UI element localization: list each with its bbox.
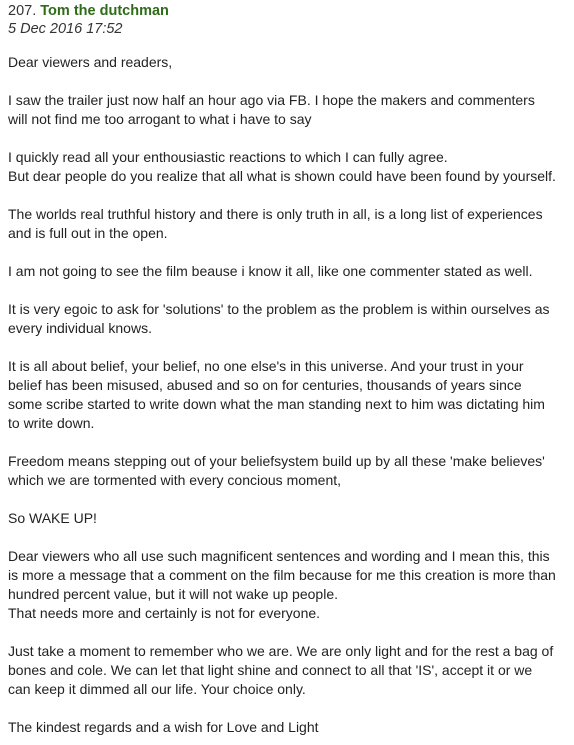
comment-paragraph [8,718,568,737]
comment-header [8,2,568,20]
comment-paragraph [8,300,568,338]
comment-text-line: will not find me too arrogant to what i have to say [8,111,312,127]
comment-text-line: belief has been misused, abused and so on for centuries, thousands of years since [8,377,522,393]
comment-text-line: The kindest regards and a wish for Love and Light [8,719,319,735]
comment-paragraph [8,547,568,623]
comment-text-line: can keep it dimmed all our life. Your choice only. [8,681,306,697]
comment-text-line: That needs more and certainly is not for everyone. [8,605,321,621]
comment-paragraph [8,452,568,490]
comment-date: 5 Dec 2016 17:52 [8,21,123,37]
comment-text-line: Freedom means stepping out of your beliefsystem build up by all these 'make believes' [8,453,545,469]
comment-paragraph [8,53,568,72]
comment-paragraph [8,91,568,129]
comment-text-line: But dear people do you realize that all what is shown could have been found by yourself. [8,168,556,184]
comment-text-line: bones and cole. We can let that light shine and connect to all that 'IS', accept it or we [8,662,533,678]
comment-text-line: hundred percent value, but it will not wake up people. [8,586,338,602]
comment-number: 207. [8,3,37,19]
comment-paragraph [8,509,568,528]
comment-paragraph [8,262,568,281]
comment-text-line: It is all about belief, your belief, no one else's in this universe. And your trust in your [8,358,524,374]
comment-text-line: I quickly read all your enthousiastic reactions to which I can fully agree. [8,149,448,165]
comment-text-line: The worlds real truthful history and there is only truth in all, is a long list of experiences [8,206,543,222]
comment-text-line: So WAKE UP! [8,510,97,526]
comment-text-line: Just take a moment to remember who we are. We are only light and for the rest a bag of [8,643,554,659]
comment-text-line: to write down. [8,415,95,431]
comment-author-link[interactable]: Tom the dutchman [40,3,169,19]
comment-text-line: It is very egoic to ask for 'solutions' to the problem as the problem is within ourselves as [8,301,550,317]
comment-text-line: Dear viewers who all use such magnificent sentences and wording and I mean this, this [8,548,550,564]
comment-text-line: which we are tormented with every concious moment, [8,472,342,488]
comment-paragraph [8,642,568,699]
comment-text-line: I am not going to see the film beause i know it all, like one commenter stated as well. [8,263,533,279]
comment-text-line: I saw the trailer just now half an hour ago via FB. I hope the makers and commenters [8,92,535,108]
comment-text-line: Dear viewers and readers, [8,54,173,70]
comment-paragraph [8,148,568,186]
comment-text-line: and is full out in the open. [8,225,168,241]
comment-text-line: is more a message that a comment on the film because for me this creation is more than [8,567,556,583]
comment-body [8,53,568,737]
comment-paragraph [8,357,568,433]
comment-text-line: every individual knows. [8,320,152,336]
comment-paragraph [8,205,568,243]
comment-text-line: some scribe started to write down what the man standing next to him was dictating him [8,396,545,412]
